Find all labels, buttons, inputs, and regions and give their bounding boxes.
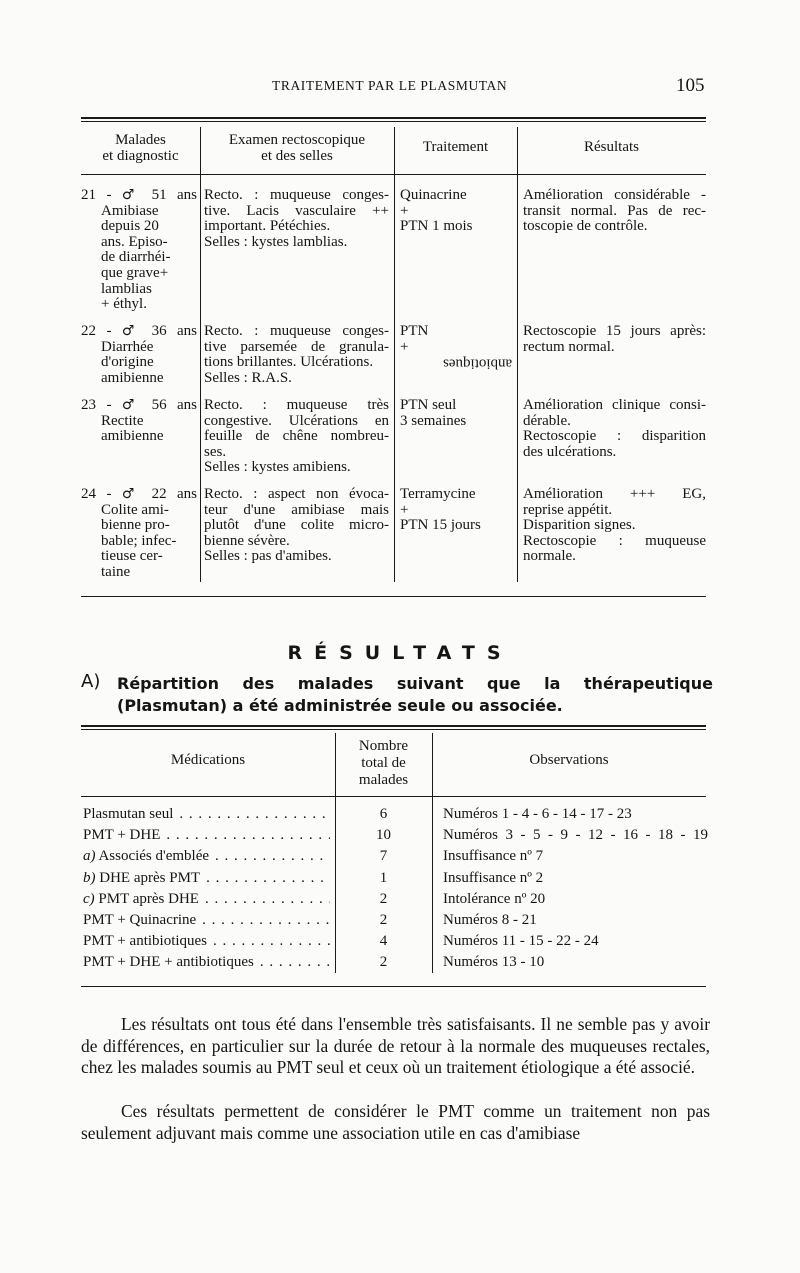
column-header: Observations bbox=[529, 752, 609, 768]
subsection-title: Répartition des malades suivant que la thérapeutique (Plasmutan) a été administrée seule ou associée. bbox=[117, 674, 713, 715]
table-bottom-rule bbox=[81, 986, 706, 987]
section-title: RÉSULTATS bbox=[287, 642, 513, 664]
column-header: Médications bbox=[170, 752, 246, 768]
treatment-cell: Quinacrine + PTN 1 mois bbox=[400, 187, 473, 235]
table-top-rule bbox=[81, 725, 706, 727]
table-row: PMT + DHE . . . bbox=[83, 825, 330, 846]
male-symbol: ♂ bbox=[121, 397, 142, 413]
table-top-rule-thin bbox=[81, 729, 706, 730]
observation-column: Numéros 1 - 4 - 6 - 14 - 17 - 23 Numéros 3 - 5 - 9 - 12 - 16 - 18 - 19 Insuffisance nº 7 Insuffisance nº 2 Intolérance nº 20 Numéros 8 - 21 Numéros 11 - 15 - 22 - 24 Numéros 13 - 10 bbox=[443, 806, 708, 971]
col-divider bbox=[335, 733, 336, 973]
patient-table bbox=[0, 0, 800, 600]
table-row: Plasmutan seul . . . bbox=[83, 804, 330, 825]
inverted-type: anbiotiques bbox=[442, 355, 512, 372]
col-divider bbox=[432, 733, 433, 973]
table-row: 23 - ♂ 56 ans Rectite amibienne bbox=[81, 397, 197, 445]
col-divider bbox=[517, 127, 518, 582]
table-row: 21 - ♂ 51 ans Amibiase depuis 20 ans. Episo- de diarrhéi- que grave+ lamblias + éthyl. bbox=[81, 187, 197, 313]
table-row: 22 - ♂ 36 ans Diarrhée d'origine amibienne bbox=[81, 323, 197, 386]
col-divider bbox=[200, 127, 201, 582]
table-row: PMT + Quinacrine . . . bbox=[83, 910, 330, 931]
table-row: a) Associés d'emblée . . . bbox=[83, 846, 330, 867]
treatment-cell: Terramycine + PTN 15 jours bbox=[400, 486, 481, 534]
table-header-rule bbox=[81, 796, 706, 797]
table-row: c) PMT après DHE . . . bbox=[83, 889, 330, 910]
body-paragraph: Les résultats ont tous été dans l'ensemble très satisfaisants. Il ne semble pas y avoir de différences, en particulier sur la durée de retour à la normale des muqueuses rectales, chez les malades soumis au PMT seul et ceux où un traitement étiologique a été associé. bbox=[81, 1014, 710, 1078]
result-cell: Amélioration clinique consi- dérable. Rectoscopie : disparition des ulcérations. bbox=[523, 397, 706, 460]
result-cell: Amélioration +++ EG, reprise appétit. Disparition signes. Rectoscopie : muqueuse normale. bbox=[523, 486, 706, 565]
table-bottom-rule bbox=[81, 596, 706, 597]
count-column: 6 10 7 1 2 2 4 2 bbox=[376, 806, 391, 971]
male-symbol: ♂ bbox=[121, 187, 142, 203]
exam-cell: Recto. : aspect non évoca- teur d'une amibiase mais plutôt d'une colite micro- bienne sévère. Selles : pas d'amibes. bbox=[204, 486, 389, 565]
male-symbol: ♂ bbox=[121, 323, 142, 339]
treatment-cell: PTN + anbiotiques bbox=[400, 323, 512, 372]
table-top-rule bbox=[81, 117, 706, 119]
header-title: TRAITEMENT PAR LE PLASMUTAN bbox=[272, 78, 508, 93]
column-header: Nombre total de malades bbox=[358, 738, 409, 788]
exam-cell: Recto. : muqueuse conges- tive parsemée de granula- tions brillantes. Ulcérations. Selles : R.A.S. bbox=[204, 323, 389, 386]
male-symbol: ♂ bbox=[121, 486, 142, 502]
table-row: PMT + DHE + antibiotiques . . . bbox=[83, 952, 330, 973]
medication-column bbox=[83, 804, 330, 974]
exam-cell: Recto. : muqueuse conges- tive. Lacis vasculaire ++ important. Pétéchies. Selles : kystes lamblias. bbox=[204, 187, 389, 250]
treatment-cell: PTN seul 3 semaines bbox=[400, 397, 467, 429]
subsection-label: A) bbox=[81, 671, 101, 692]
result-cell: Rectoscopie 15 jours après: rectum normal. bbox=[523, 323, 706, 355]
table-row: 24 - ♂ 22 ans Colite ami- bienne pro- bable; infec- tieuse cer- taine bbox=[81, 486, 197, 580]
exam-cell: Recto. : muqueuse très congestive. Ulcérations en feuille de chêne nombreu- ses. Selles : kystes amibiens. bbox=[204, 397, 389, 476]
result-cell: Amélioration considérable - transit normal. Pas de rec- toscopie de contrôle. bbox=[523, 187, 706, 235]
body-paragraph: Ces résultats permettent de considérer le PMT comme un traitement non pas seulement adjuvant mais comme une association utile en cas d'amibiase bbox=[81, 1101, 710, 1143]
column-header: Traitement bbox=[422, 139, 489, 155]
column-header: Examen rectoscopique et des selles bbox=[228, 132, 366, 164]
page-number: 105 bbox=[676, 75, 705, 96]
col-divider bbox=[394, 127, 395, 582]
table-row: PMT + antibiotiques . . . bbox=[83, 931, 330, 952]
column-header: Résultats bbox=[584, 139, 639, 155]
table-top-rule-thin bbox=[81, 121, 706, 122]
column-header: Malades et diagnostic bbox=[102, 132, 179, 164]
table-row: b) DHE après PMT . . . bbox=[83, 868, 330, 889]
